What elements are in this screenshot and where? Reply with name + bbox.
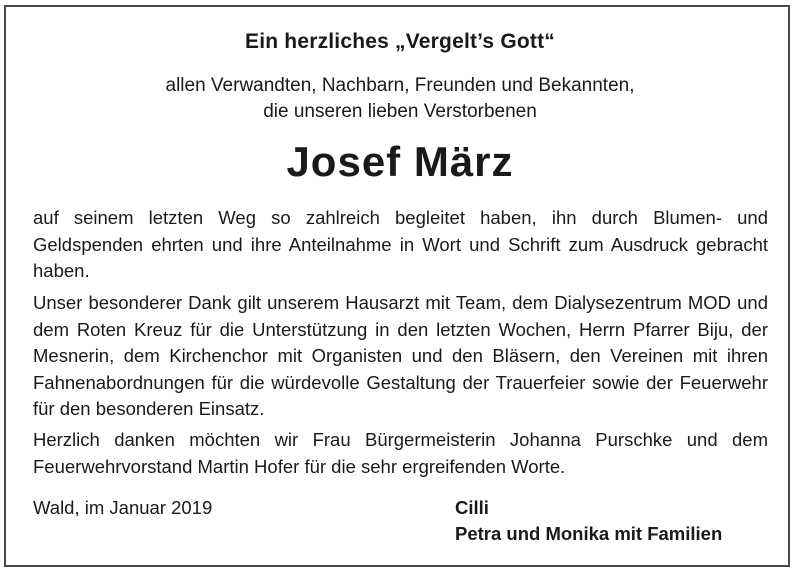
signature-line-1: Cilli bbox=[455, 497, 489, 518]
paragraph-special-thanks: Unser besonderer Dank gilt unserem Hausarzt mit Team, dem Dialysezentrum MOD und dem Roten Kreuz für die Unterstützung in den letzten Wochen, Herrn Pfarrer Biju, der Mesnerin, dem Kirchenchor mit Organisten und den Bläsern, den Vereinen mit ihren Fahnenabordnungen für die würdevolle Gestaltung der Trauerfeier sowie der Feuerwehr für den besonderen Einsatz. bbox=[33, 292, 768, 419]
intro-line-1: allen Verwandten, Nachbarn, Freunden und Bekannten, bbox=[165, 75, 635, 96]
paragraph-funeral-thanks: auf seinem letzten Weg so zahlreich begleitet haben, ihn durch Blumen- und Geldspenden ehrten und ihre Anteilnahme in Wort und Schrift zum Ausdruck gebracht haben. bbox=[33, 207, 768, 281]
signature-line-2: Petra und Monika mit Familien bbox=[455, 523, 723, 544]
thanks-heading: Ein herzliches „Vergelt’s Gott“ bbox=[244, 30, 555, 53]
paragraph-mayor-thanks: Herzlich danken möchten wir Frau Bürgermeisterin Johanna Purschke und dem Feuerwehrvorstand Martin Hofer für die sehr ergreifenden Worte. bbox=[33, 429, 768, 477]
deceased-name: Josef März bbox=[286, 138, 514, 185]
place-date: Wald, im Januar 2019 bbox=[33, 497, 213, 518]
intro-text bbox=[0, 73, 800, 125]
intro-line-2: die unseren lieben Verstorbenen bbox=[263, 101, 537, 122]
